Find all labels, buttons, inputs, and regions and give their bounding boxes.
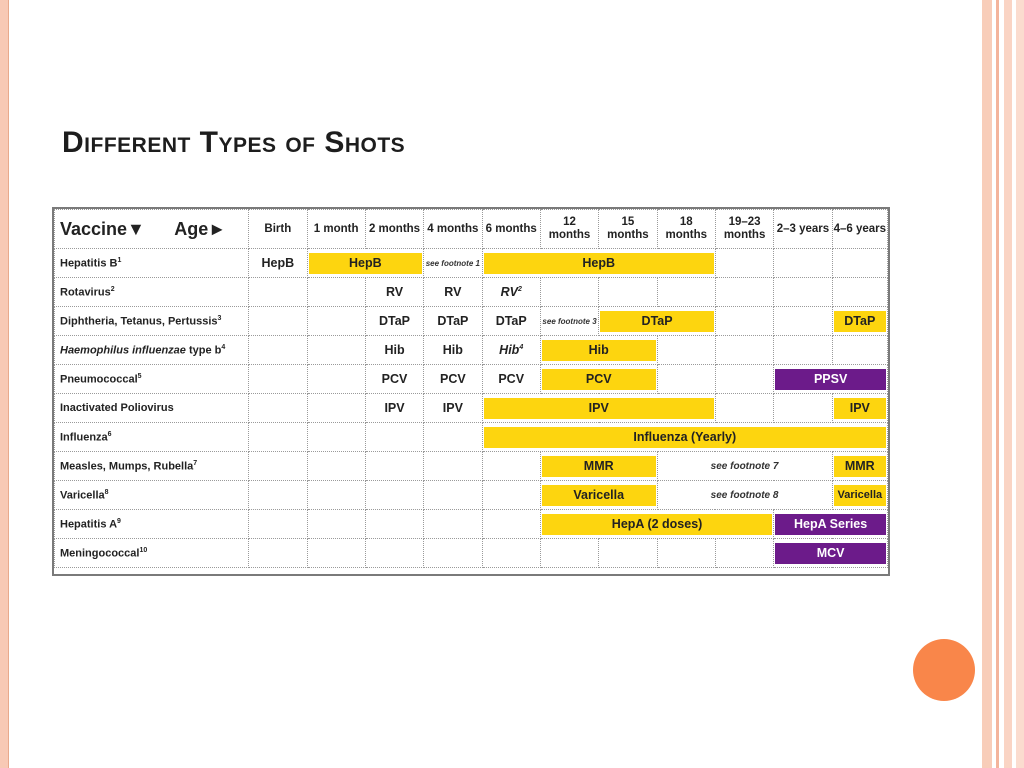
vaccine-name: Varicella$^8$ <box>55 481 249 510</box>
dose-bar: HepB <box>484 253 714 274</box>
dose-bar: Varicella <box>542 485 656 506</box>
table-row <box>55 539 888 568</box>
dose-cell: PCV <box>365 365 423 394</box>
dose-cell: Hib$^4$ <box>482 336 540 365</box>
col-header: 4–6 years <box>832 210 887 249</box>
dose-cell: $RV^2$ <box>482 278 540 307</box>
table-row <box>55 452 888 481</box>
dose-bar-cell <box>832 394 887 423</box>
dose-bar: MMR <box>542 456 656 477</box>
dose-bar-cell <box>832 452 887 481</box>
dose-bar: DTaP <box>834 311 886 332</box>
dose-bar: IPV <box>484 398 714 419</box>
dose-bar-cell <box>482 394 715 423</box>
vaccine-name: Hepatitis $A^9$ <box>55 510 249 539</box>
table-row <box>55 249 888 278</box>
right-border-stripe-4 <box>1016 0 1024 768</box>
dose-cell: IPV <box>365 394 423 423</box>
dose-cell: DTaP <box>482 307 540 336</box>
dose-bar-cell <box>482 423 887 452</box>
dose-bar: PCV <box>542 369 656 390</box>
col-header: 18 months <box>657 210 715 249</box>
dose-bar-cell <box>307 249 424 278</box>
table-row <box>55 481 888 510</box>
left-border-line <box>8 0 9 768</box>
vaccine-name: Haemophilus influenzae type $b^4$ <box>55 336 249 365</box>
dose-bar: IPV <box>834 398 886 419</box>
dose-bar: MMR <box>834 456 886 477</box>
dose-bar-cell <box>832 481 887 510</box>
col-header: 4 months <box>424 210 482 249</box>
right-border-stripe-1 <box>982 0 992 768</box>
col-header: Birth <box>249 210 307 249</box>
vaccine-schedule-table <box>52 207 890 576</box>
dose-bar-cell <box>540 510 773 539</box>
dose-bar-cell <box>540 336 657 365</box>
table-row <box>55 510 888 539</box>
vaccine-name: Measles, Mumps, Rubella$^7$ <box>55 452 249 481</box>
dose-bar-cell <box>540 481 657 510</box>
right-border-stripe-2 <box>996 0 999 768</box>
dose-bar: Influenza (Yearly) <box>484 427 886 448</box>
slide-title: Different Types of Shots <box>62 126 406 159</box>
dose-bar-cell <box>540 452 657 481</box>
col-header: 15 months <box>599 210 657 249</box>
table-row <box>55 278 888 307</box>
dose-bar: Varicella <box>834 485 886 506</box>
dose-bar: Hib <box>542 340 656 361</box>
dose-cell: RV <box>424 278 482 307</box>
col-header: 2 months <box>365 210 423 249</box>
footnote-cell: see footnote 3 <box>540 307 598 336</box>
dose-bar-cell <box>774 510 888 539</box>
vaccine-name: Meningococcal$^{10}$ <box>55 539 249 568</box>
dose-cell: DTaP <box>365 307 423 336</box>
table-row <box>55 336 888 365</box>
dose-bar-cell <box>774 365 888 394</box>
vaccine-name: Influenza$^6$ <box>55 423 249 452</box>
footnote-cell: see footnote 8 <box>657 481 832 510</box>
dose-bar: PPSV <box>775 369 886 390</box>
vaccine-name: Diphtheria, Tetanus, Pertussis$^3$ <box>55 307 249 336</box>
left-border-decoration <box>0 0 8 768</box>
dose-cell: IPV <box>424 394 482 423</box>
dose-bar: HepB <box>309 253 423 274</box>
col-header: 6 months <box>482 210 540 249</box>
footnote-cell: see footnote 1 <box>424 249 482 278</box>
dose-cell: Hib <box>365 336 423 365</box>
dose-cell: DTaP <box>424 307 482 336</box>
header-age-label: Age► <box>174 218 227 239</box>
dose-bar-cell <box>599 307 716 336</box>
dose-bar: HepA Series <box>775 514 886 535</box>
dose-bar-cell <box>540 365 657 394</box>
table-row <box>55 365 888 394</box>
header-vaccine-label: Vaccine▼ <box>60 218 145 239</box>
table-header-row <box>55 210 888 249</box>
dose-cell: PCV <box>424 365 482 394</box>
decorative-orange-circle <box>913 639 975 701</box>
col-header: 1 month <box>307 210 365 249</box>
dose-bar: MCV <box>775 543 886 564</box>
table-row <box>55 307 888 336</box>
dose-bar-cell <box>774 539 888 568</box>
table-row <box>55 423 888 452</box>
dose-bar: HepA (2 doses) <box>542 514 772 535</box>
col-header: 12 months <box>540 210 598 249</box>
vaccine-name: Hepatitis $B^1$ <box>55 249 249 278</box>
header-vaccine-age <box>55 210 249 249</box>
col-header: 19–23 months <box>715 210 773 249</box>
dose-bar: DTaP <box>600 311 714 332</box>
vaccine-name: Rotavirus$^2$ <box>55 278 249 307</box>
dose-cell: HepB <box>249 249 307 278</box>
dose-cell: Hib <box>424 336 482 365</box>
table-row <box>55 394 888 423</box>
vaccine-name: Pneumococcal$^5$ <box>55 365 249 394</box>
col-header: 2–3 years <box>774 210 832 249</box>
dose-cell: RV <box>365 278 423 307</box>
dose-cell: PCV <box>482 365 540 394</box>
dose-bar-cell <box>482 249 715 278</box>
dose-bar-cell <box>832 307 887 336</box>
right-border-stripe-3 <box>1004 0 1012 768</box>
vaccine-name: Inactivated Poliovirus <box>55 394 249 423</box>
footnote-cell: see footnote 7 <box>657 452 832 481</box>
